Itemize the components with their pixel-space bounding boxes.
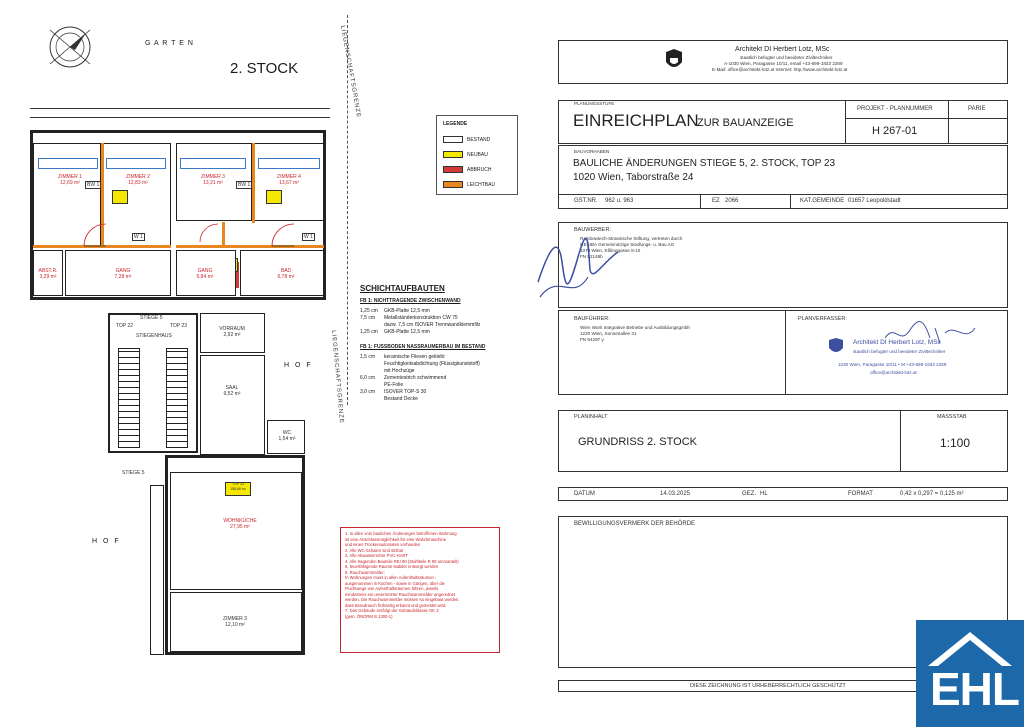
door-swing-icon [198, 222, 220, 244]
lightweight-wall [176, 245, 324, 248]
legend-label: NEUBAU [467, 151, 488, 158]
garden-label: G A R T E N [145, 40, 194, 47]
floor-label: 2. STOCK [230, 60, 299, 77]
stair-label-bottom: STIEGE 5 [122, 470, 145, 476]
window-label: W 1 [134, 234, 143, 240]
layer-thickness: 1,25 cm [360, 329, 378, 335]
note-line: und einen Trockenautomaten vorhanden [345, 542, 421, 547]
window-label: W 1 [304, 234, 313, 240]
divider [900, 410, 901, 472]
datum-label: DATUM [574, 491, 595, 497]
layer-row [360, 389, 540, 396]
parie-label: PARIE [968, 106, 986, 112]
window-label: BW 1 [87, 182, 100, 188]
bauvorhaben-line1: BAULICHE ÄNDERUNGEN STIEGE 5, 2. STOCK, TOP 23 [573, 158, 836, 169]
room-label-zimmer-4: ZIMMER 4 13,67 m² [277, 174, 301, 186]
architect-line: staatlich befugter und beeideter Ziviltechniker [740, 55, 833, 60]
note-line: 3. Alle Abwasserrohre PVC-HART [345, 553, 408, 558]
legend-title: LEGENDE [443, 121, 468, 127]
room-label-zimmer-2: ZIMMER 2 12,83 m² [126, 174, 150, 186]
layer-thickness [360, 322, 378, 329]
legend [436, 115, 518, 195]
top23-area-label: TOP 23 158,68 m² [230, 482, 246, 491]
datum-value: 14.03.2025 [660, 491, 691, 497]
layer-thickness [360, 396, 378, 403]
legend-item [443, 136, 490, 143]
planverfasser-name: Architekt DI Herbert Lotz, MSc [853, 339, 941, 346]
architect-name: Architekt DI Herbert Lotz, MSc [735, 46, 830, 53]
notes-box [340, 527, 500, 653]
note-line: (gem. ÖNORM B 1300-1) [345, 613, 393, 619]
layer-material: PE-Folie [384, 382, 404, 388]
copyright-text: DIESE ZEICHNUNG IST URHEBERRECHTLICH GESCHÜTZT [690, 683, 846, 689]
stage-label: PLANUNGSSTUFE [574, 101, 615, 106]
stage-title-small: ZUR BAUANZEIGE [697, 117, 794, 129]
door-swing-icon [270, 222, 296, 248]
boundary-label-top: LIEGENSCHAFTSGRENZE [339, 25, 362, 119]
signature-icon [528, 222, 623, 307]
divider [845, 118, 1008, 119]
planinhalt-value: GRUNDRISS 2. STOCK [578, 436, 697, 448]
note-line: Fluchtwege von Aufenthaltsräumen führen, jeweils [345, 586, 439, 591]
stairs [118, 348, 140, 448]
format-label: FORMAT [848, 491, 873, 497]
stair-hall-label: STIEGENHAUS [136, 333, 172, 339]
bauführer-line: FN 94297 y [580, 337, 604, 342]
note-line: 6. Rauchwarnmelder: [345, 569, 385, 575]
architect-seal-icon [826, 337, 846, 357]
divider [948, 100, 949, 144]
legend-item [443, 181, 495, 188]
layer-thickness [360, 361, 378, 368]
bauvorhaben-line2: 1020 Wien, Taborstraße 24 [573, 172, 694, 183]
ehl-logo [916, 620, 1024, 727]
room-tag [180, 158, 246, 169]
legend-swatch [443, 181, 463, 188]
layer-material: GKB-Platte 12,5 mm [384, 329, 430, 335]
bauwerber-line: 1070 Wien, Eßlinggasse 8-10 [580, 248, 641, 253]
gez-label: GEZ. [742, 491, 757, 497]
stair-label-top: STIEGE 5 [140, 315, 163, 321]
legend-swatch [443, 136, 463, 143]
bauführer-line: Wien Work Integrative Betriebe und Ausbildungsgmbh [580, 325, 690, 330]
bauwerber-block [558, 222, 1008, 308]
layer-material: mit Hochzüge [384, 368, 415, 374]
layer-thickness [360, 368, 378, 375]
room-saal [200, 355, 265, 455]
legend-label: BESTAND [467, 136, 491, 143]
bewilligung-label: BEWILLIGUNGSVERMERK DER BEHÖRDE [574, 521, 696, 527]
note-line: 7. Das Gebäude entfolgt der Gebäudeklasse GK 2 [345, 608, 439, 613]
planinhalt-label: PLANINHALT [574, 414, 608, 420]
gst-label: GST.NR. [574, 198, 598, 204]
massstab-label: MASSSTAB [937, 414, 967, 420]
window-label: BW 1 [238, 182, 251, 188]
layer-material: keramische Fliesen geklebt [384, 354, 445, 360]
planverfasser-label: PLANVERFASSER: [798, 316, 847, 322]
gst-value: 962 u. 963 [605, 198, 634, 204]
planverfasser-sub: staatlich befugter und beeideter Ziviltechniker [853, 349, 946, 354]
layer-thickness: 6,0 cm [360, 375, 376, 381]
legend-item [443, 151, 488, 158]
top22-label: TOP 22 [116, 323, 134, 329]
layer-row [360, 361, 540, 368]
legend-label: ABBRUCH [467, 166, 492, 173]
note-line: 4. Alle tragenden Bauteile REI 90 (Stahlteile R 90 ummantelt) [345, 558, 459, 564]
layer-row [360, 382, 540, 389]
room-tag [258, 158, 320, 169]
room-label-zimmer-1: ZIMMER 1 12,69 m² [58, 174, 82, 186]
north-arrow-icon [42, 22, 98, 72]
layer-row [360, 354, 540, 361]
layer-thickness: 7,5 cm [360, 315, 376, 321]
layer-buildups [360, 285, 540, 403]
door-swing-icon [82, 222, 108, 248]
layer-material: ISOVER TOP-S 30 [384, 389, 427, 395]
divider [700, 194, 701, 209]
bauwerber-line: GESIBA Gemeinnützige Siedlungs- u. Bau AG [580, 242, 675, 247]
divider [845, 100, 846, 144]
room-label-gang: GANG 7,28 m² [114, 268, 132, 280]
room-tag [38, 158, 98, 169]
room-label-zimmer-3: ZIMMER 3 13,21 m² [201, 174, 225, 186]
stairs [166, 348, 188, 448]
bauwerber-line: Rainbowtech-Strasnische Stiftung, vertreten durch [580, 236, 683, 241]
layer-row [360, 322, 540, 329]
new-build-marker [112, 190, 128, 204]
layer-material: Feuchtigkeitsabdichtung (Flüssigkunststoff) [384, 361, 480, 367]
coat-of-arms-icon [662, 48, 686, 74]
divider [785, 310, 786, 395]
legend-item [443, 166, 491, 173]
dimension-line [30, 108, 330, 109]
kg-label: KAT.GEMEINDE [800, 198, 845, 204]
layers-title: SCHICHTAUFBAUTEN [360, 284, 445, 293]
ez-label: EZ [712, 198, 720, 204]
note-line: 5. feuerfähigende Räume stabiler entsorgt werden [345, 564, 439, 569]
planverfasser-addr: 1030 Wien, Paragasse 10/11 • M +43-699-1833 2269 [838, 362, 947, 367]
kg-value: 01657 Leopoldstadt [848, 198, 901, 204]
layer-row [360, 368, 540, 375]
architect-line: E-Mail: office@architekt-lotz.at Internet: http://www.architekt-lotz.at [712, 67, 848, 72]
room-label-wc: WC 1,54 m² [278, 430, 296, 442]
note-line: ausgenommen in Küchen - sowie in Gängen, über die [345, 580, 445, 586]
layer-row [360, 396, 540, 403]
project-number: H 267-01 [872, 125, 918, 137]
room-label-saal: SAAL 9,52 m² [223, 385, 241, 397]
courtyard-right: H O F [284, 362, 313, 369]
room-label-wohnkueche: WOHNKÜCHE 27,95 m² [223, 518, 257, 530]
layer-material: Metallständerkonstruktion CW 75 [384, 315, 458, 321]
massstab-value: 1:100 [940, 436, 971, 450]
layer-row [360, 315, 540, 322]
shaft [150, 485, 164, 655]
divider [790, 194, 791, 209]
layer-row [360, 308, 540, 315]
layer-material: Zementestrich schwimmend [384, 375, 447, 381]
boundary-label-bottom: LIEGENSCHAFTSGRENZE [330, 330, 345, 425]
room-label-zimmer-3b: ZIMMER 3 12,10 m² [223, 616, 247, 628]
divider [558, 194, 1008, 195]
note-line: In Wohnungen muss in allen Aufenthaltsräumen - [345, 575, 437, 580]
architect-line: A-1030 Wien, Paragasse 10/11, email +43-699-1833 2269 [724, 61, 843, 66]
room-label-abstellraum: ABST.R. 3,29 m² [38, 268, 58, 280]
note-line: ist eine Anschlussmöglichkeit für eine Waschmaschine [345, 536, 447, 542]
courtyard-left: H O F [92, 538, 121, 545]
layers-wall-heading: FB 1: NICHTTRAGENDE ZWISCHENWAND [360, 298, 461, 304]
note-line: 1. In allen vom baulichen Änderungen betroffenen Wohnung [345, 531, 457, 536]
planverfasser-mail: office@architekt-lotz.at [870, 370, 917, 375]
layer-thickness [360, 382, 378, 389]
layer-thickness: 3,0 cm [360, 389, 376, 395]
room-label-vorraum: VORRAUM 2,92 m² [219, 326, 245, 338]
layer-material: GKB-Platte 12,5 mm [384, 308, 430, 314]
ez-value: 2066 [725, 198, 739, 204]
layer-thickness: 1,25 cm [360, 308, 378, 314]
room-label-bad: BAD 6,78 m² [277, 268, 295, 280]
bauwerber-label: BAUWERBER: [574, 227, 611, 233]
note-line: werden. Die Rauchwarnmelder müssen so eingebaut werden, [345, 597, 460, 602]
format-value: 0,42 x 0,297 = 0,125 m² [900, 491, 964, 497]
legend-label: LEICHTBAU [467, 181, 496, 188]
top23-label: TOP 23 [170, 323, 188, 329]
layers-floor-heading: FB 1: FUSSBODEN NASSRAUMERBAU IM BESTAND [360, 344, 486, 350]
bauvorhaben-label: BAUVORHABEN [574, 149, 610, 154]
lightweight-wall [222, 222, 225, 246]
legend-swatch [443, 166, 463, 173]
gez-value: HL [760, 491, 768, 497]
note-line: mindestens ein unvernetzter Rauchwarnmelder angeordnet [345, 591, 456, 597]
bauführer-line: 1220 Wien, Sonnenallee 31 [580, 331, 637, 336]
new-build-marker [266, 190, 282, 204]
bauwerber-line: FN 92148b [580, 254, 603, 259]
room-tag [106, 158, 166, 169]
layer-thickness: 1,5 cm [360, 354, 376, 360]
layer-row [360, 329, 540, 336]
ehl-logo-text: EHL [930, 663, 1019, 715]
signature-icon [880, 318, 980, 348]
legend-swatch [443, 151, 463, 158]
lightweight-wall [252, 143, 255, 223]
dimension-line [30, 117, 330, 118]
note-line: dass Brandrauch frühzeitig erkannt und gemeldet wird. [345, 602, 447, 608]
room-label-gang-2: GANG 5,84 m² [196, 268, 214, 280]
note-line: 2. Alle WC-Schalen sind sitzbar [345, 547, 404, 553]
layer-row [360, 375, 540, 382]
project-label: PROJEKT - PLANNUMMER [857, 106, 933, 112]
layer-material: dazw. 7,5 cm ISOVER Trennwandklemmfilz [384, 322, 481, 328]
layer-material: Bestand Decke [384, 396, 418, 402]
stage-title-big: EINREICHPLAN [573, 111, 699, 130]
bauführer-label: BAUFÜHRER: [574, 316, 610, 322]
